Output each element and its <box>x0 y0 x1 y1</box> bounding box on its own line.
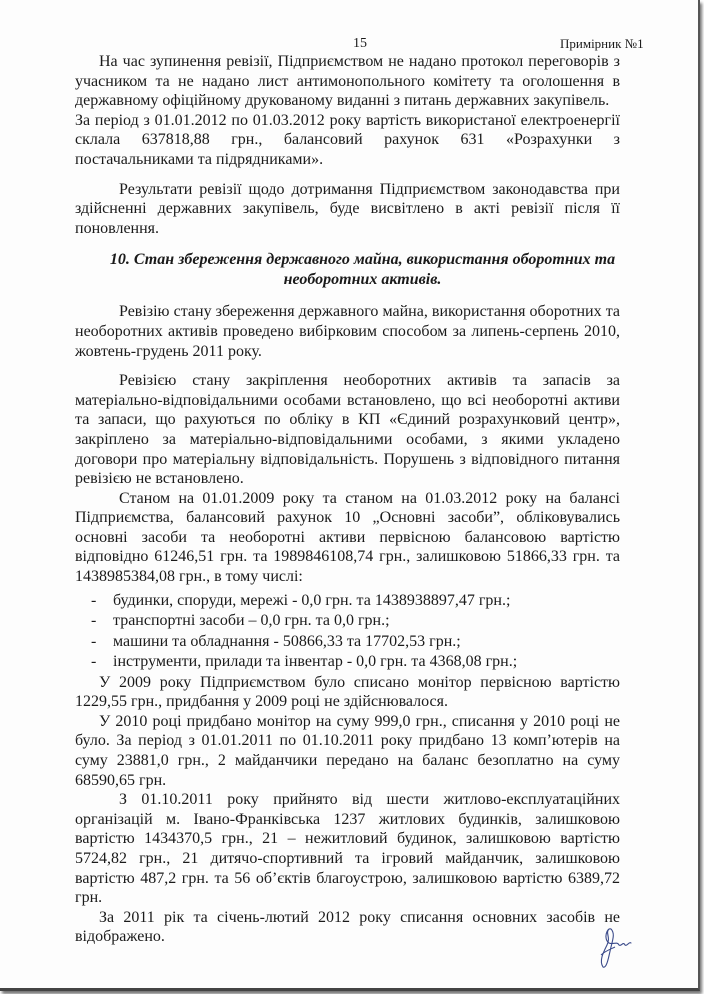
copy-label: Примірник №1 <box>560 36 644 51</box>
section-heading: 10. Стан збереження державного майна, використання оборотних та необоротних активів. <box>109 251 616 289</box>
list-item-text: будинки, споруди, мережі - 0,0 грн. та 1438938897,47 грн.; <box>113 591 511 609</box>
paragraph-audit-scope: Ревізію стану збереження державного майна, використання оборотних та необоротних активів проведено вибірковим способом за липень-серпень 2010, жовтень-грудень 2011 року. <box>75 303 620 360</box>
paragraph-writeoff: За 2011 рік та січень-лютий 2012 року списання основних засобів не відображено. <box>75 908 620 946</box>
list-item-text: інструменти, прилади та інвентар - 0,0 грн. та 4368,08 грн.; <box>113 653 518 671</box>
paragraph-audit-results: Результати ревізії щодо дотримання Підприємством законодавства при здійсненні державних закупівель, буде висвітлено в акті ревізії після її поновлення. <box>75 180 620 237</box>
asset-breakdown-list <box>75 591 620 673</box>
list-dash: - <box>91 632 97 650</box>
paragraph-procurement-status: На час зупинення ревізії, Підприємством не надано протокол переговорів з учасником та не надано лист антимонопольного комітету та оголошення в державному офіційному друкованому виданні з питань державних закупівель. <box>75 53 620 110</box>
signature-icon <box>595 925 635 970</box>
list-dash: - <box>91 653 97 671</box>
list-item <box>91 632 620 653</box>
document-body <box>75 52 620 947</box>
paragraph-2010-2011: У 2010 році придбано монітор на суму 999,0 грн., списання у 2010 році не було. За період з 01.01.2011 по 01.10.2011 року придбано 13 комп’ютерів на суму 23881,0 грн., 2 майданчики передано на баланс безоплатно на суму 68590,65 грн. <box>75 712 620 789</box>
list-item <box>91 611 620 632</box>
list-dash: - <box>91 612 97 630</box>
paragraph-electricity: За період з 01.01.2012 по 01.03.2012 року вартість використаної електроенергії склала 637818,88 грн., балансовий рахунок 631 «Розрахунки з постачальниками та підрядниками». <box>75 111 620 168</box>
list-item-text: машини та обладнання - 50866,33 та 17702,53 грн.; <box>113 632 461 650</box>
list-dash: - <box>91 591 97 609</box>
paragraph-asset-assignment: Ревізією стану закріплення необоротних активів та запасів за матеріально-відповідальними особами встановлено, що всі необоротні активи та запаси, що рахуються по обліку в КП «Єдиний розрахунковий центр», закріплено за матеріально-відповідальними особами, з якими укладено договори про матеріальну відповідальність. Порушень з відповідного питання ревізією не встановлено. <box>75 372 620 488</box>
paragraph-balance: Станом на 01.01.2009 року та станом на 01.03.2012 року на балансі Підприємства, балансовий рахунок 10 „Основні засоби”, обліковувались основні засоби та необоротні активи первісною балансовою вартістю відповідно 61246,51 грн. та 1989846108,74 грн., залишковою 51866,33 грн. та 1438985384,08 грн., в тому числі: <box>75 489 620 586</box>
list-item <box>91 591 620 612</box>
page-number: 15 <box>353 36 367 51</box>
list-item <box>91 652 620 673</box>
list-item-text: транспортні засоби – 0,0 грн. та 0,0 грн.; <box>113 612 390 630</box>
paragraph-transfer: З 01.10.2011 року прийнято від шести житлово-експлуатаційних організацій м. Івано-Франківська 1237 житлових будинків, залишковою вартістю 1434370,5 грн., 21 – нежитловий будинок, залишковою вартістю 5724,82 грн., 21 дитячо-спортивний та ігровий майданчик, залишковою вартістю 487,2 грн. та 56 об’єктів благоустрою, залишковою вартістю 6389,72 грн. <box>75 791 620 907</box>
paragraph-2009: У 2009 року Підприємством було списано монітор первісною вартістю 1229,55 грн., придбання у 2009 році не здійснювалося. <box>75 673 620 711</box>
